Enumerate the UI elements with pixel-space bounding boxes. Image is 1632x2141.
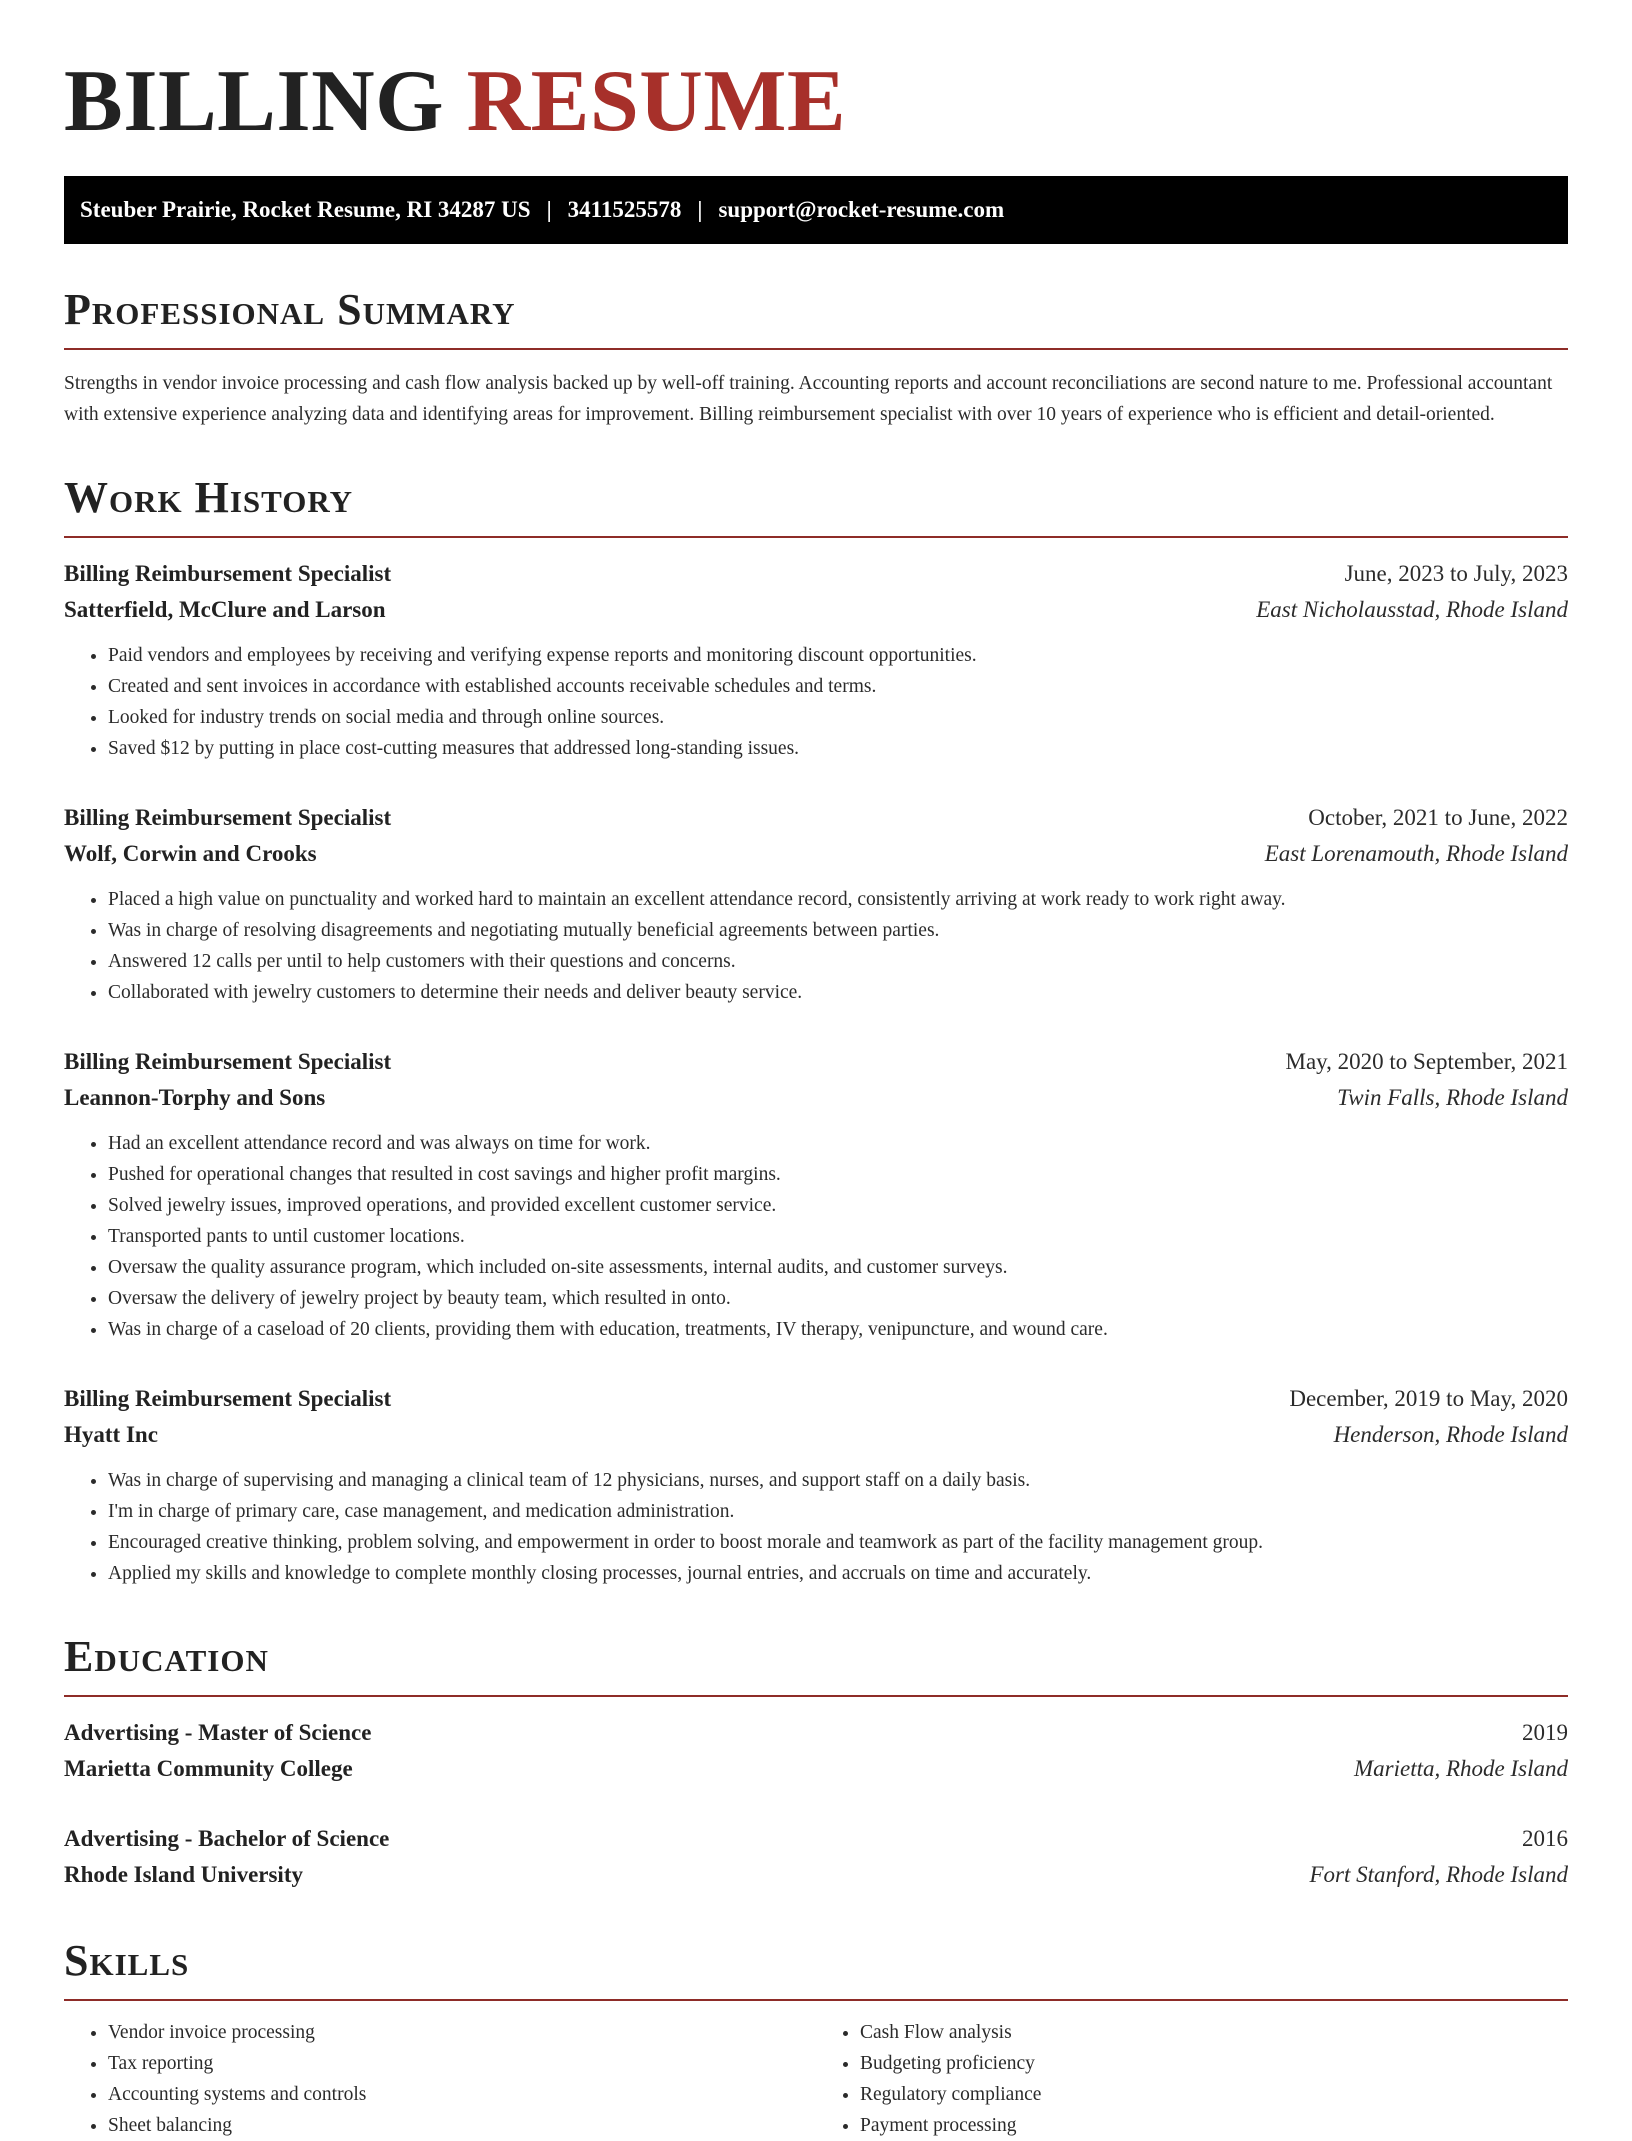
professional-summary-section <box>64 284 1568 430</box>
contact-phone: 3411525578 <box>567 197 682 222</box>
job-bullet: • Was in charge of resolving disagreements and negotiating mutually beneficial agreements between parties. <box>108 915 1568 946</box>
education-school-row <box>64 1857 1568 1893</box>
job-dates: December, 2019 to May, 2020 <box>1289 1386 1568 1411</box>
contact-email: support@rocket-resume.com <box>718 197 1005 222</box>
job-bullet: • Saved $12 by putting in place cost-cutting measures that addressed long-standing issues. <box>108 733 1568 764</box>
job-company: Satterfield, McClure and Larson <box>64 597 386 622</box>
education-location: Fort Stanford, Rhode Island <box>1309 1862 1568 1887</box>
skill-item: • Cash Flow analysis <box>860 2017 1568 2048</box>
job-title: Billing Reimbursement Specialist <box>64 1386 392 1411</box>
job-bullet: • Looked for industry trends on social media and through online sources. <box>108 702 1568 733</box>
first-name: BILLING <box>64 53 445 150</box>
job-title: Billing Reimbursement Specialist <box>64 561 392 586</box>
skill-item: • Accounting systems and controls <box>108 2079 816 2110</box>
job-bullet: • Placed a high value on punctuality and worked hard to maintain an excellent attendance record, consistently arriving at work ready to work right away. <box>108 884 1568 915</box>
skill-item: • Payment processing <box>860 2110 1568 2141</box>
job-header-row <box>64 1381 1568 1417</box>
education-school: Rhode Island University <box>64 1862 303 1887</box>
section-divider <box>64 1695 1568 1697</box>
education-school: Marietta Community College <box>64 1756 353 1781</box>
contact-address: Steuber Prairie, Rocket Resume, RI 34287 US <box>80 197 531 222</box>
job-location: East Lorenamouth, Rhode Island <box>1264 841 1568 866</box>
skill-item: • Vendor invoice processing <box>108 2017 816 2048</box>
job-header-row <box>64 556 1568 592</box>
job-company: Leannon-Torphy and Sons <box>64 1085 326 1110</box>
job-entry <box>64 800 1568 1008</box>
skill-item: • Regulatory compliance <box>860 2079 1568 2110</box>
job-bullet: • Paid vendors and employees by receiving and verifying expense reports and monitoring discount opportunities. <box>108 640 1568 671</box>
job-company-row <box>64 592 1568 628</box>
education-location: Marietta, Rhode Island <box>1354 1756 1568 1781</box>
job-bullet: • Was in charge of supervising and managing a clinical team of 12 physicians, nurses, and support staff on a daily basis. <box>108 1465 1568 1496</box>
section-divider <box>64 348 1568 350</box>
job-location: Henderson, Rhode Island <box>1333 1422 1568 1447</box>
education-year: 2016 <box>1522 1826 1568 1851</box>
job-header-row <box>64 1044 1568 1080</box>
education-degree: Advertising - Master of Science <box>64 1720 372 1745</box>
education-entry <box>64 1821 1568 1893</box>
work-history-section <box>64 472 1568 1589</box>
skills-columns <box>64 2017 1568 2141</box>
job-bullet: • Oversaw the quality assurance program, which included on-site assessments, internal audits, and customer surveys. <box>108 1252 1568 1283</box>
education-degree: Advertising - Bachelor of Science <box>64 1826 390 1851</box>
skill-item: • Tax reporting <box>108 2048 816 2079</box>
section-title-skills: Skills <box>64 1936 190 1985</box>
job-entry <box>64 1381 1568 1589</box>
job-bullets <box>64 640 1568 764</box>
job-bullets <box>64 1128 1568 1345</box>
job-company-row <box>64 1080 1568 1116</box>
skills-list-right <box>816 2017 1568 2141</box>
skill-item: • Sheet balancing <box>108 2110 816 2141</box>
job-bullet: • Pushed for operational changes that resulted in cost savings and higher profit margins. <box>108 1159 1568 1190</box>
section-divider <box>64 1999 1568 2001</box>
job-bullets <box>64 1465 1568 1589</box>
job-header-row <box>64 800 1568 836</box>
job-bullets <box>64 884 1568 1008</box>
section-divider <box>64 536 1568 538</box>
job-location: East Nicholausstad, Rhode Island <box>1256 597 1568 622</box>
job-company: Hyatt Inc <box>64 1422 158 1447</box>
education-entry <box>64 1715 1568 1787</box>
education-header-row <box>64 1821 1568 1857</box>
summary-text: Strengths in vendor invoice processing and cash flow analysis backed up by well-off training. Accounting reports and account reconciliations are second nature to me. Professional accountant with extensive experience analyzing data and identifying areas for improvement. Billing reimbursement specialist with over 10 years of experience who is efficient and detail-oriented. <box>64 373 1553 425</box>
job-bullet: • Applied my skills and knowledge to complete monthly closing processes, journal entries, and accruals on time and accurately. <box>108 1558 1568 1589</box>
job-title: Billing Reimbursement Specialist <box>64 1049 392 1074</box>
education-list <box>64 1715 1568 1893</box>
job-title: Billing Reimbursement Specialist <box>64 805 392 830</box>
education-header-row <box>64 1715 1568 1751</box>
last-name: RESUME <box>466 53 847 150</box>
skill-item: • Budgeting proficiency <box>860 2048 1568 2079</box>
contact-bar <box>64 176 1568 244</box>
section-title-summary: Professional Summary <box>64 285 516 334</box>
job-location: Twin Falls, Rhode Island <box>1337 1085 1568 1110</box>
job-bullet: • Created and sent invoices in accordance with established accounts receivable schedules and terms. <box>108 671 1568 702</box>
job-dates: June, 2023 to July, 2023 <box>1344 561 1568 586</box>
job-bullet: • Oversaw the delivery of jewelry project by beauty team, which resulted in onto. <box>108 1283 1568 1314</box>
job-entry <box>64 1044 1568 1345</box>
education-school-row <box>64 1751 1568 1787</box>
job-company-row <box>64 836 1568 872</box>
contact-separator: | <box>546 197 552 222</box>
job-entry <box>64 556 1568 764</box>
page-title <box>64 52 1568 152</box>
contact-separator: | <box>697 197 703 222</box>
job-company: Wolf, Corwin and Crooks <box>64 841 317 866</box>
job-company-row <box>64 1417 1568 1453</box>
section-title-work-history: Work History <box>64 473 354 522</box>
job-bullet: • Answered 12 calls per until to help customers with their questions and concerns. <box>108 946 1568 977</box>
skills-list-left <box>64 2017 816 2141</box>
education-year: 2019 <box>1522 1720 1568 1745</box>
job-bullet: • Encouraged creative thinking, problem solving, and empowerment in order to boost morale and teamwork as part of the facility management group. <box>108 1527 1568 1558</box>
job-bullet: • Solved jewelry issues, improved operations, and provided excellent customer service. <box>108 1190 1568 1221</box>
job-dates: May, 2020 to September, 2021 <box>1285 1049 1568 1074</box>
job-dates: October, 2021 to June, 2022 <box>1308 805 1568 830</box>
job-bullet: • Collaborated with jewelry customers to determine their needs and deliver beauty service. <box>108 977 1568 1008</box>
job-bullet: • Transported pants to until customer locations. <box>108 1221 1568 1252</box>
job-bullet: • I'm in charge of primary care, case management, and medication administration. <box>108 1496 1568 1527</box>
skills-section <box>64 1935 1568 2141</box>
section-title-education: Education <box>64 1632 269 1681</box>
job-bullet: • Was in charge of a caseload of 20 clients, providing them with education, treatments, IV therapy, venipuncture, and wound care. <box>108 1314 1568 1345</box>
job-list <box>64 556 1568 1589</box>
job-bullet: • Had an excellent attendance record and was always on time for work. <box>108 1128 1568 1159</box>
education-section <box>64 1631 1568 1893</box>
